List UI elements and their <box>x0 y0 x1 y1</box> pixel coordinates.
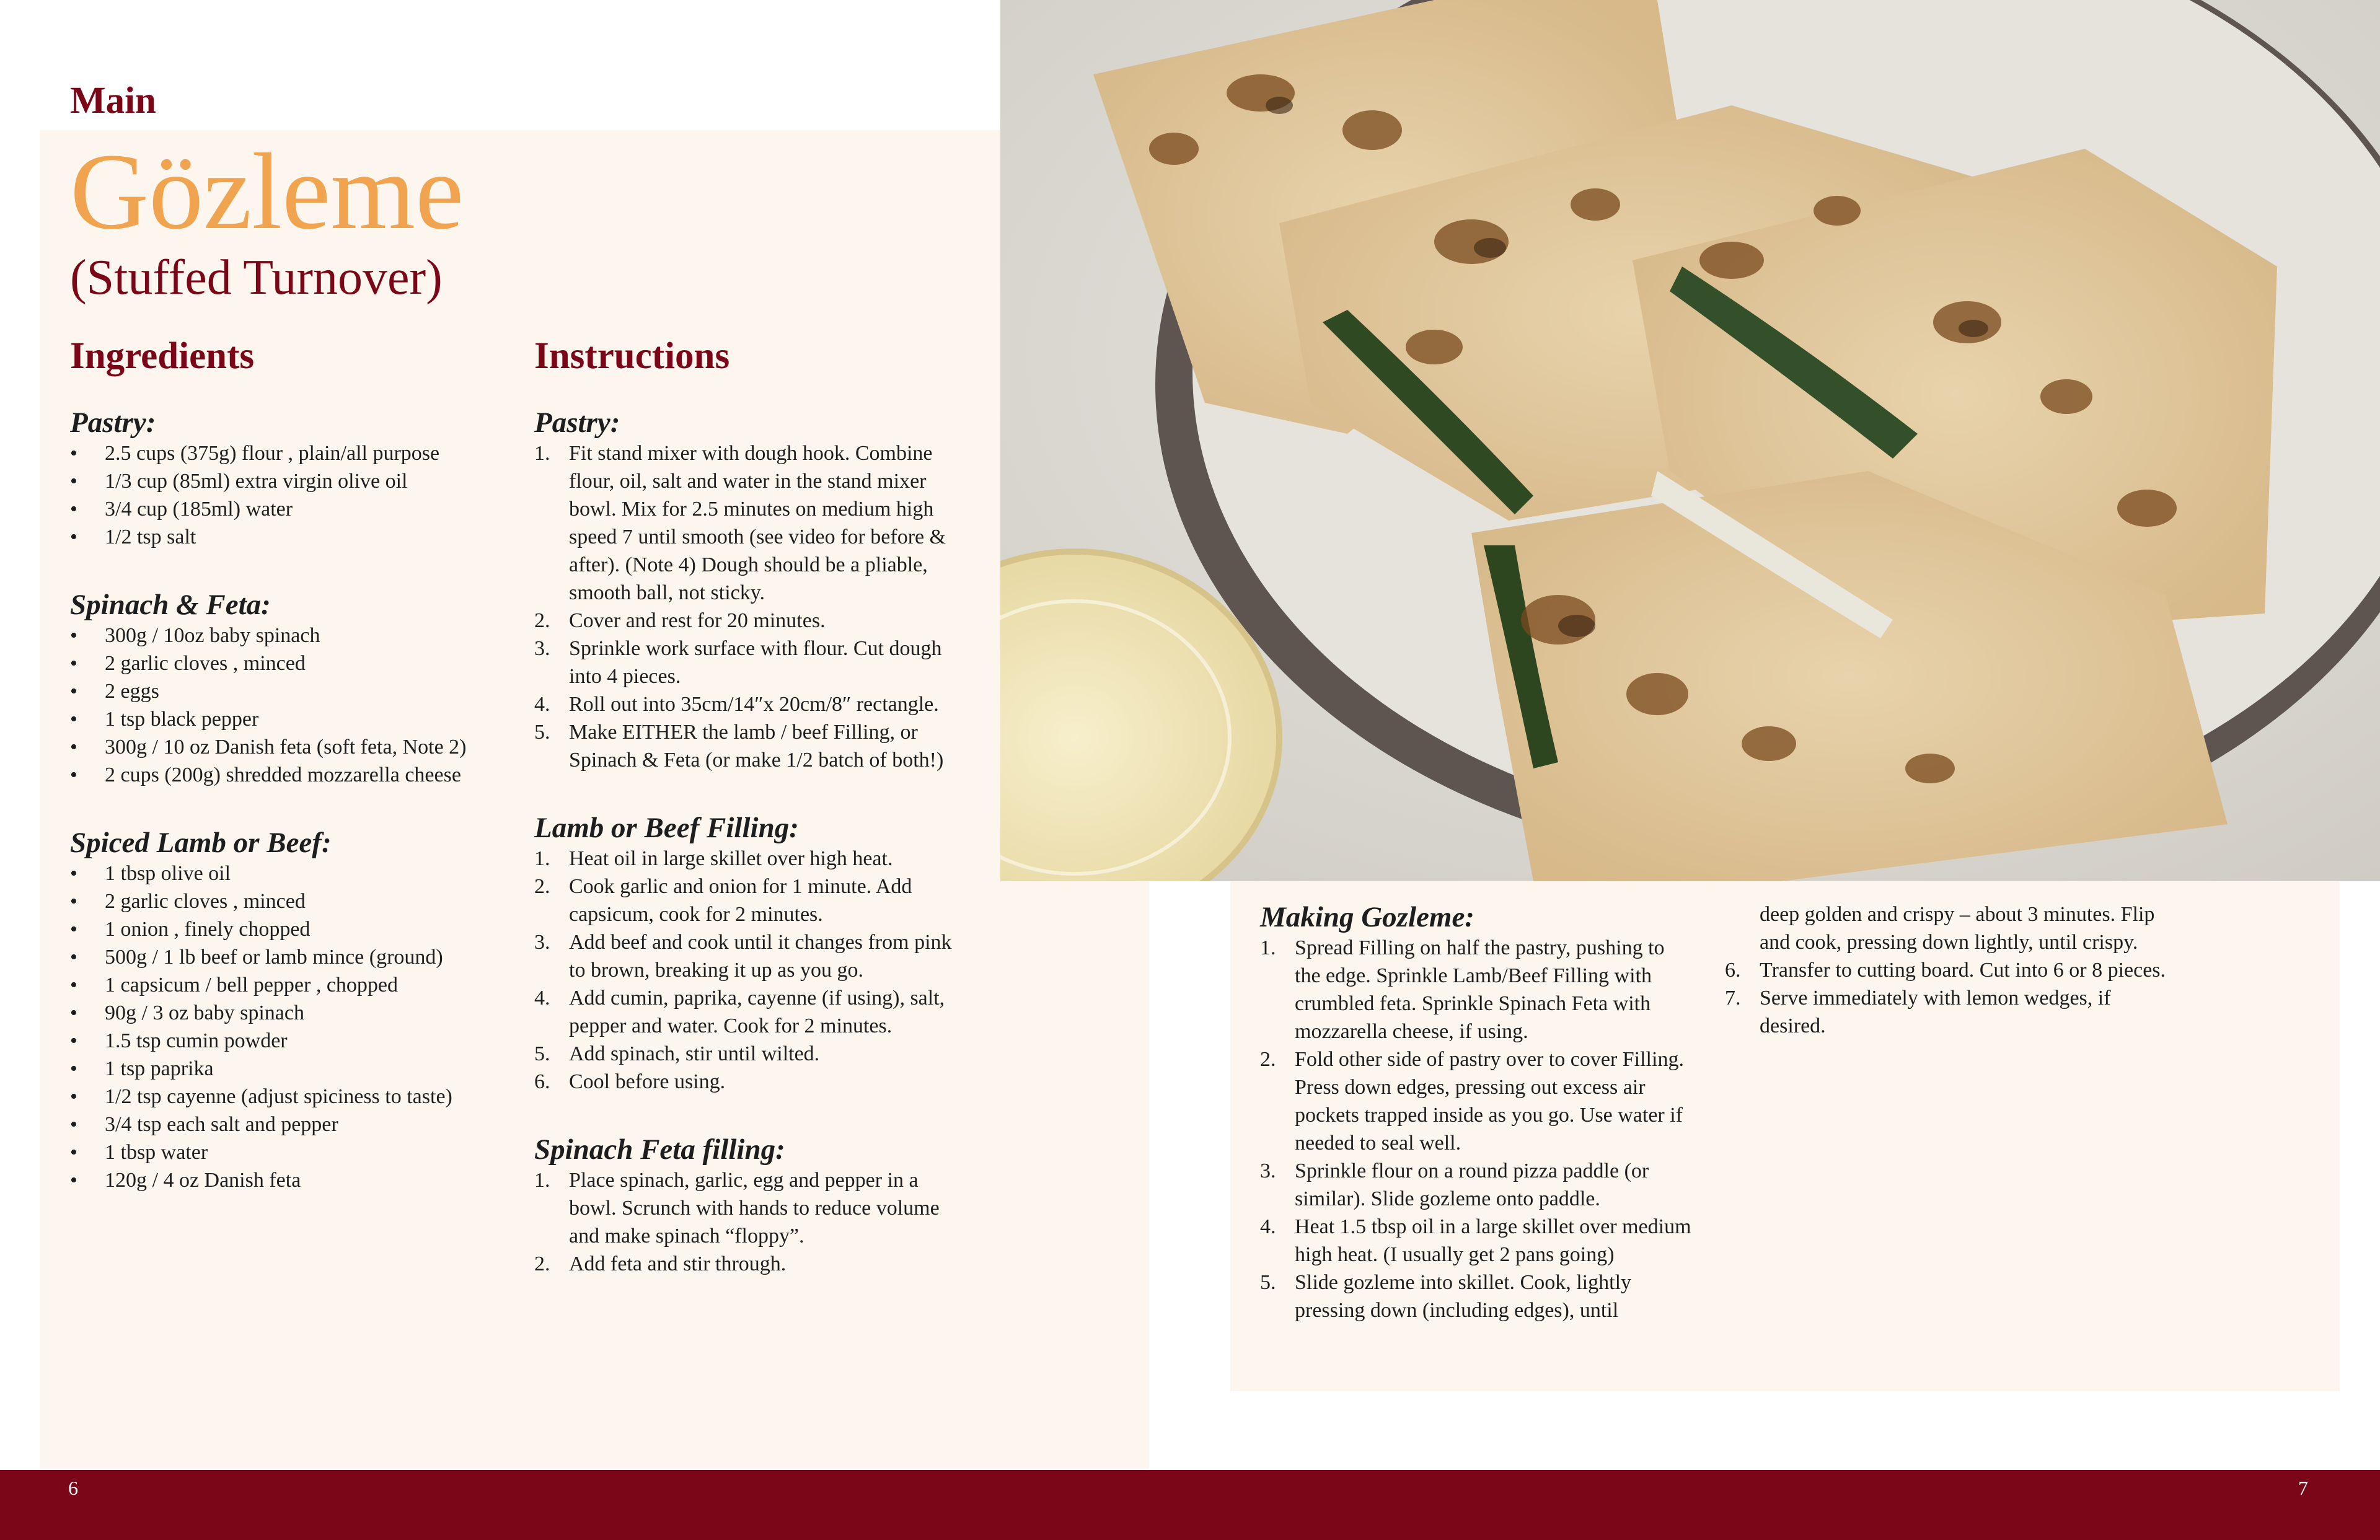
ingredient-item: • 2 cups (200g) shredded mozzarella cheese <box>70 761 498 789</box>
instruction-step: 1. Place spinach, garlic, egg and pepper in a bowl. Scrunch with hands to reduce volume and make spinach “floppy”. <box>534 1169 940 1247</box>
instruction-step: 1. Fit stand mixer with dough hook. Combine flour, oil, salt and water in the stand mixer bowl. Mix for 2.5 minutes on medium high speed 7 until smooth (see video for before & after). (Note 4) Dough should be a pliable, smooth ball, not sticky. <box>534 442 946 604</box>
ingredient-item: • 2 garlic cloves , minced <box>70 887 498 915</box>
ingredient-item: • 3/4 tsp each salt and pepper <box>70 1111 498 1138</box>
instruction-step: 2. Cook garlic and onion for 1 minute. Add capsicum, cook for 2 minutes. <box>534 875 912 926</box>
page-number-right: 7 <box>2298 1477 2308 1499</box>
making-list <box>1725 956 2171 1040</box>
making-step: 3. Sprinkle flour on a round pizza paddle (or similar). Slide gozleme onto paddle. <box>1260 1159 1649 1210</box>
ingredient-item: • 2 garlic cloves , minced <box>70 649 498 677</box>
footer-bar <box>0 1470 2380 1540</box>
recipe-subtitle: (Stuffed Turnover) <box>70 250 443 305</box>
ingredient-item: • 300g / 10 oz Danish feta (soft feta, Note 2) <box>70 733 498 761</box>
ingredient-list <box>70 439 498 551</box>
ingredient-item: • 1 onion , finely chopped <box>70 915 498 943</box>
ingredient-item: • 300g / 10oz baby spinach <box>70 622 498 649</box>
making-step: 4. Heat 1.5 tbsp oil in a large skillet over medium high heat. (I usually get 2 pans going) <box>1260 1215 1691 1266</box>
ingredients-heading: Ingredients <box>70 335 255 377</box>
recipe-title: Gözleme <box>70 131 464 252</box>
instruction-step: 1. Heat oil in large skillet over high heat. <box>534 847 893 870</box>
making-step: 7. Serve immediately with lemon wedges, if desired. <box>1725 987 2111 1037</box>
ingredient-item: • 1/2 tsp cayenne (adjust spiciness to taste) <box>70 1083 498 1111</box>
ingredient-item: • 500g / 1 lb beef or lamb mince (ground) <box>70 943 498 971</box>
ingredient-item: • 1 tbsp olive oil <box>70 860 498 887</box>
instructions-heading: Instructions <box>534 335 730 377</box>
ingredient-item: • 1 tsp paprika <box>70 1055 498 1083</box>
ingredient-item: • 1/3 cup (85ml) extra virgin olive oil <box>70 467 498 495</box>
instruction-list <box>534 439 962 774</box>
instruction-group-title: Lamb or Beef Filling: <box>534 812 799 844</box>
making-step: 6. Transfer to cutting board. Cut into 6 or 8 pieces. <box>1725 959 2166 982</box>
ingredient-item: • 90g / 3 oz baby spinach <box>70 999 498 1027</box>
instruction-step: 5. Make EITHER the lamb / beef Filling, or Spinach & Feta (or make 1/2 batch of both!) <box>534 721 944 772</box>
instruction-step: 2. Add feta and stir through. <box>534 1252 787 1275</box>
ingredient-group-title: Pastry: <box>70 407 156 439</box>
ingredient-group-title: Spiced Lamb or Beef: <box>70 827 332 859</box>
instruction-list <box>534 1166 962 1278</box>
instruction-group-title: Pastry: <box>534 407 620 439</box>
making-step: 5. Slide gozleme into skillet. Cook, lightly pressing down (including edges), until <box>1260 1271 1632 1322</box>
ingredient-item: • 120g / 4 oz Danish feta <box>70 1166 498 1194</box>
ingredient-item: • 1 tbsp water <box>70 1138 498 1166</box>
instruction-step: 3. Add beef and cook until it changes from pink to brown, breaking it up as you go. <box>534 931 952 982</box>
instruction-step: 4. Roll out into 35cm/14″x 20cm/8″ rectangle. <box>534 693 939 716</box>
ingredient-list <box>70 622 498 789</box>
instruction-group-title: Spinach Feta filling: <box>534 1133 785 1166</box>
instruction-list <box>534 845 962 1096</box>
ingredient-item: • 1.5 tsp cumin powder <box>70 1027 498 1055</box>
instructions-column <box>534 406 962 1278</box>
ingredient-group-title: Spinach & Feta: <box>70 589 271 621</box>
making-column-2 <box>1725 900 2171 1040</box>
ingredient-item: • 3/4 cup (185ml) water <box>70 495 498 523</box>
instruction-step: 5. Add spinach, stir until wilted. <box>534 1042 820 1065</box>
ingredient-item: • 2 eggs <box>70 677 498 705</box>
section-label: Main <box>70 80 156 121</box>
ingredient-item: • 1 capsicum / bell pepper , chopped <box>70 971 498 999</box>
ingredient-list <box>70 860 498 1194</box>
gozleme-photo <box>1000 0 2380 881</box>
making-step: 1. Spread Filling on half the pastry, pushing to the edge. Sprinkle Lamb/Beef Filling with crumbled feta. Sprinkle Spinach Feta with mozzarella cheese, if using. <box>1260 936 1665 1043</box>
ingredient-item: • 2.5 cups (375g) flour , plain/all purpose <box>70 439 498 467</box>
instruction-step: 3. Sprinkle work surface with flour. Cut dough into 4 pieces. <box>534 637 942 688</box>
ingredient-item: • 1 tsp black pepper <box>70 705 498 733</box>
ingredients-column <box>70 406 498 1194</box>
making-step-continued: deep golden and crispy – about 3 minutes. Flip and cook, pressing down lightly, until crispy. <box>1760 903 2155 954</box>
making-column-1 <box>1260 900 1694 1324</box>
instruction-step: 4. Add cumin, paprika, cayenne (if using), salt, pepper and water. Cook for 2 minutes. <box>534 987 945 1037</box>
making-step: 2. Fold other side of pastry over to cover Filling. Press down edges, pressing out excess air pockets trapped inside as you go. Use water if needed to seal well. <box>1260 1048 1684 1155</box>
making-title: Making Gozleme: <box>1260 901 1474 933</box>
instruction-step: 6. Cool before using. <box>534 1070 726 1093</box>
page-number-left: 6 <box>68 1477 78 1499</box>
instruction-step: 2. Cover and rest for 20 minutes. <box>534 609 826 632</box>
ingredient-item: • 1/2 tsp salt <box>70 523 498 551</box>
making-list <box>1260 934 1694 1324</box>
